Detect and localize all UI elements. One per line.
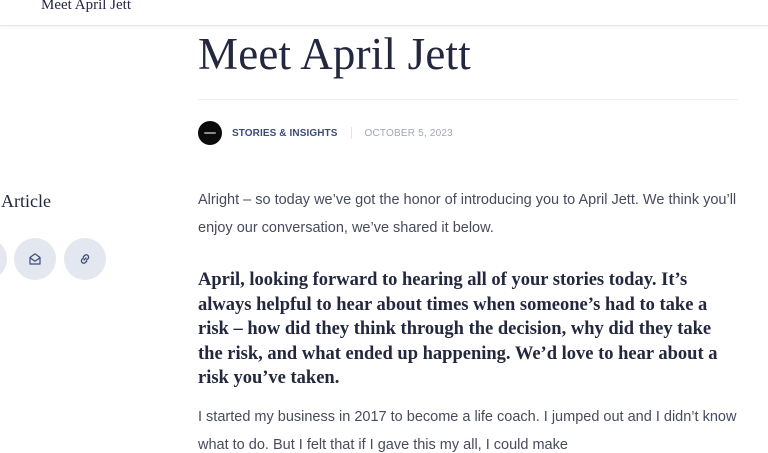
share-button[interactable]: [0, 238, 7, 280]
link-icon: [78, 252, 92, 266]
article-intro: Alright – so today we’ve got the honor of introducing you to April Jett. We think you’ll enjoy our conversation, we’ve shared it below.: [198, 192, 737, 236]
article-title: Meet April Jett: [198, 29, 471, 79]
article-meta: [198, 121, 453, 145]
email-icon: [28, 252, 42, 266]
share-article-label: Article: [1, 191, 51, 211]
interview-answer: I started my business in 2017 to become a life coach. I jumped out and I didn’t know what to do. But I felt that if I gave this my all, I could make: [198, 409, 737, 453]
category-link[interactable]: STORIES & INSIGHTS: [232, 127, 338, 139]
author-avatar[interactable]: [198, 121, 222, 145]
title-divider: [198, 99, 738, 100]
sticky-header: [0, 0, 768, 26]
email-share-button[interactable]: [14, 238, 56, 280]
interview-question: April, looking forward to hearing all of your stories today. It’s always helpful to hear about times when someone’s had to take a risk – how did they think through the decision, why did they take the risk, and what ended up happening. We’d love to hear about a risk you’ve taken.: [198, 270, 718, 388]
header-title: Meet April Jett: [41, 0, 131, 13]
meta-divider: [351, 127, 352, 139]
post-date: OCTOBER 5, 2023: [364, 127, 453, 139]
copy-link-button[interactable]: [64, 238, 106, 280]
